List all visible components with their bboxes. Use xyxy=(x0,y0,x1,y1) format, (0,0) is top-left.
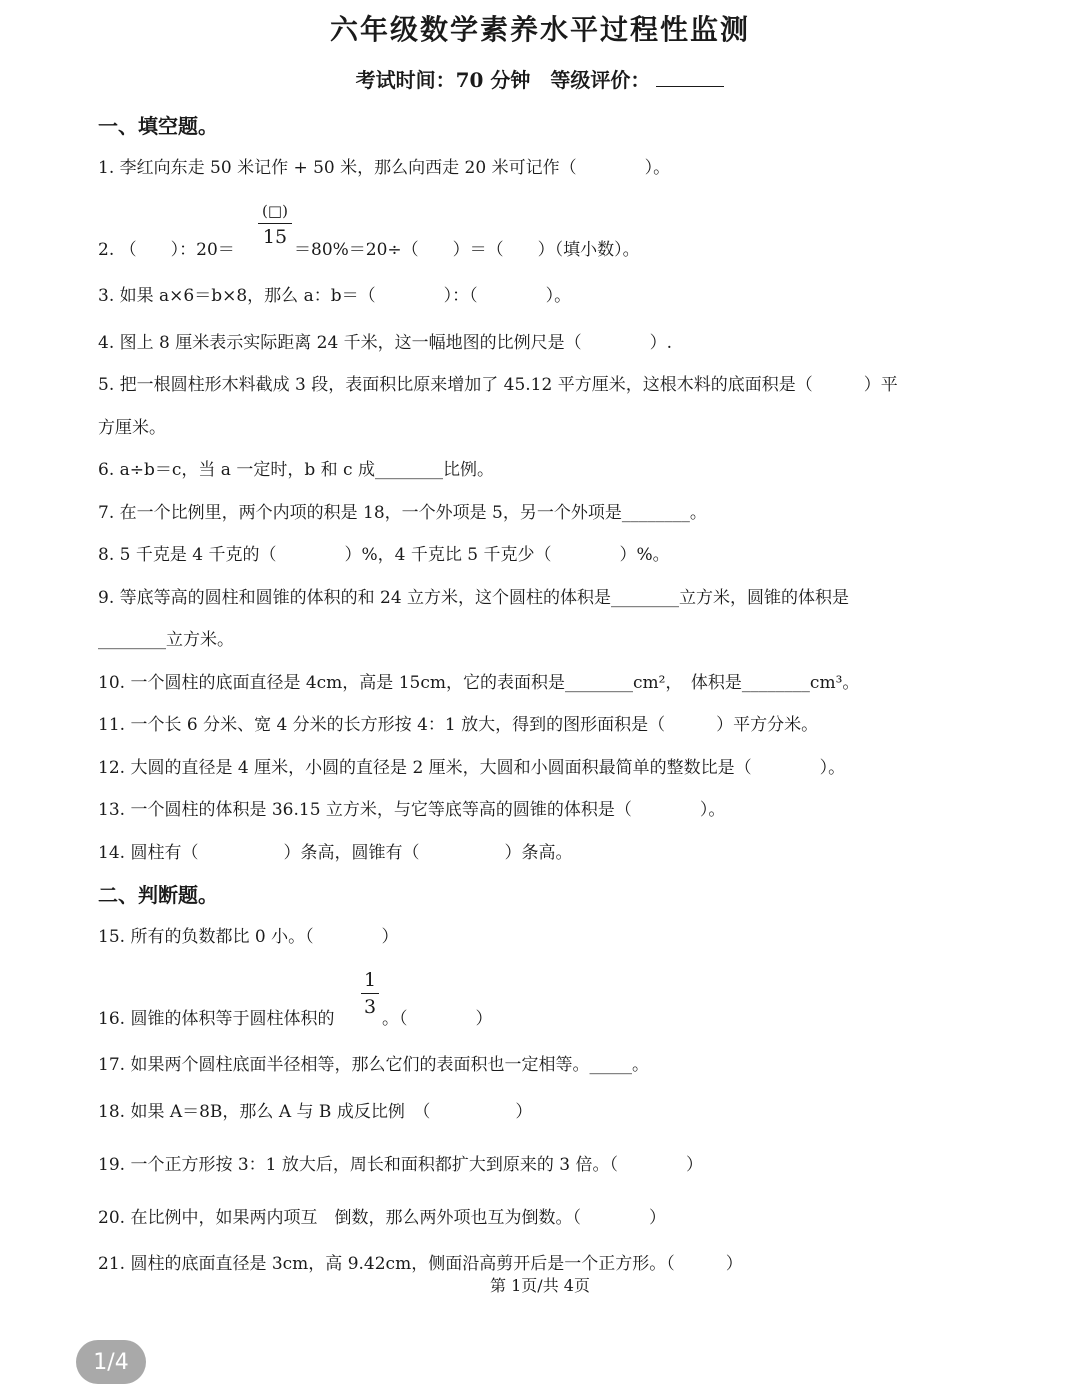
exam-title: 六年级数学素养水平过程性监测 xyxy=(329,13,750,46)
question-13: 13. 一个圆柱的体积是 36.15 立方米，与它等底等高的圆锥的体积是（ ）。 xyxy=(98,800,726,820)
question-3: 3. 如果 a×6＝b×8，那么 a：b＝（ ）：（ ）。 xyxy=(98,286,572,306)
q2-denominator: 15 xyxy=(262,226,288,248)
page-footer: 第 1页/共 4页 xyxy=(490,1276,590,1295)
question-1: 1. 李红向东走 50 米记作 + 50 米，那么向西走 20 米可记作（ ）。 xyxy=(98,158,671,178)
question-14: 14. 圆柱有（ ）条高，圆锥有（ ）条高。 xyxy=(98,843,573,863)
question-11: 11. 一个长 6 分米、宽 4 分米的长方形按 4：1 放大，得到的图形面积是（ ）平方分米。 xyxy=(98,715,819,735)
subtitle-text: 考试时间：70 分钟 等级评价： xyxy=(355,68,651,92)
question-9-line2: ________立方米。 xyxy=(98,630,234,650)
question-21: 21. 圆柱的底面直径是 3cm，高 9.42cm，侧面沿高剪开后是一个正方形。（ ） xyxy=(98,1254,743,1274)
q2-fraction-bar xyxy=(258,223,292,224)
section-true-false: 二、判断题。 xyxy=(98,883,218,907)
question-16-left: 16. 圆锥的体积等于圆柱体积的 xyxy=(98,1009,335,1029)
question-5-line2: 方厘米。 xyxy=(98,418,166,438)
question-16-fraction xyxy=(361,969,379,1018)
question-4: 4. 图上 8 厘米表示实际距离 24 千米，这一幅地图的比例尺是（ ）. xyxy=(98,333,673,353)
question-2-right: ＝80%＝20÷（ ）＝（ ）（填小数）。 xyxy=(294,240,640,260)
page-indicator[interactable]: 1/4 xyxy=(76,1340,146,1384)
question-6: 6. a÷b＝c，当 a 一定时，b 和 c 成________比例。 xyxy=(98,460,494,480)
question-20: 20. 在比例中，如果两内项互 倒数，那么两外项也互为倒数。（ ） xyxy=(98,1208,666,1228)
question-19: 19. 一个正方形按 3：1 放大后，周长和面积都扩大到原来的 3 倍。（ ） xyxy=(98,1155,704,1175)
question-2-left: 2. （ ）：20＝ xyxy=(98,240,235,260)
section-fill-in: 一、填空题。 xyxy=(98,114,218,138)
grade-blank xyxy=(656,68,724,87)
exam-subtitle xyxy=(0,64,1080,93)
question-15: 15. 所有的负数都比 0 小。（ ） xyxy=(98,927,399,947)
question-5-line1: 5. 把一根圆柱形木料截成 3 段，表面积比原来增加了 45.12 平方厘米，这根木料的底面积是（ ）平 xyxy=(98,375,898,395)
q16-denominator: 3 xyxy=(363,996,377,1018)
question-17: 17. 如果两个圆柱底面半径相等，那么它们的表面积也一定相等。_____。 xyxy=(98,1055,649,1075)
question-18: 18. 如果 A＝8B，那么 A 与 B 成反比例 （ ） xyxy=(98,1102,533,1122)
question-9-line1: 9. 等底等高的圆柱和圆锥的体积的和 24 立方米，这个圆柱的体积是________立方米，圆锥的体积是 xyxy=(98,588,850,608)
question-10: 10. 一个圆柱的底面直径是 4cm，高是 15cm，它的表面积是________cm²， 体积是________cm³。 xyxy=(98,673,860,693)
q16-fraction-bar xyxy=(361,993,379,994)
question-2-fraction xyxy=(258,199,292,248)
q16-numerator: 1 xyxy=(363,969,377,991)
question-12: 12. 大圆的直径是 4 厘米，小圆的直径是 2 厘米，大圆和小圆面积最简单的整数比是（ ）。 xyxy=(98,758,846,778)
question-16-right: 。（ ） xyxy=(382,1009,493,1029)
q2-numerator: (□) xyxy=(262,202,288,220)
question-8: 8. 5 千克是 4 千克的（ ）%，4 千克比 5 千克少（ ）%。 xyxy=(98,545,670,565)
question-7: 7. 在一个比例里，两个内项的积是 18，一个外项是 5，另一个外项是________。 xyxy=(98,503,707,523)
